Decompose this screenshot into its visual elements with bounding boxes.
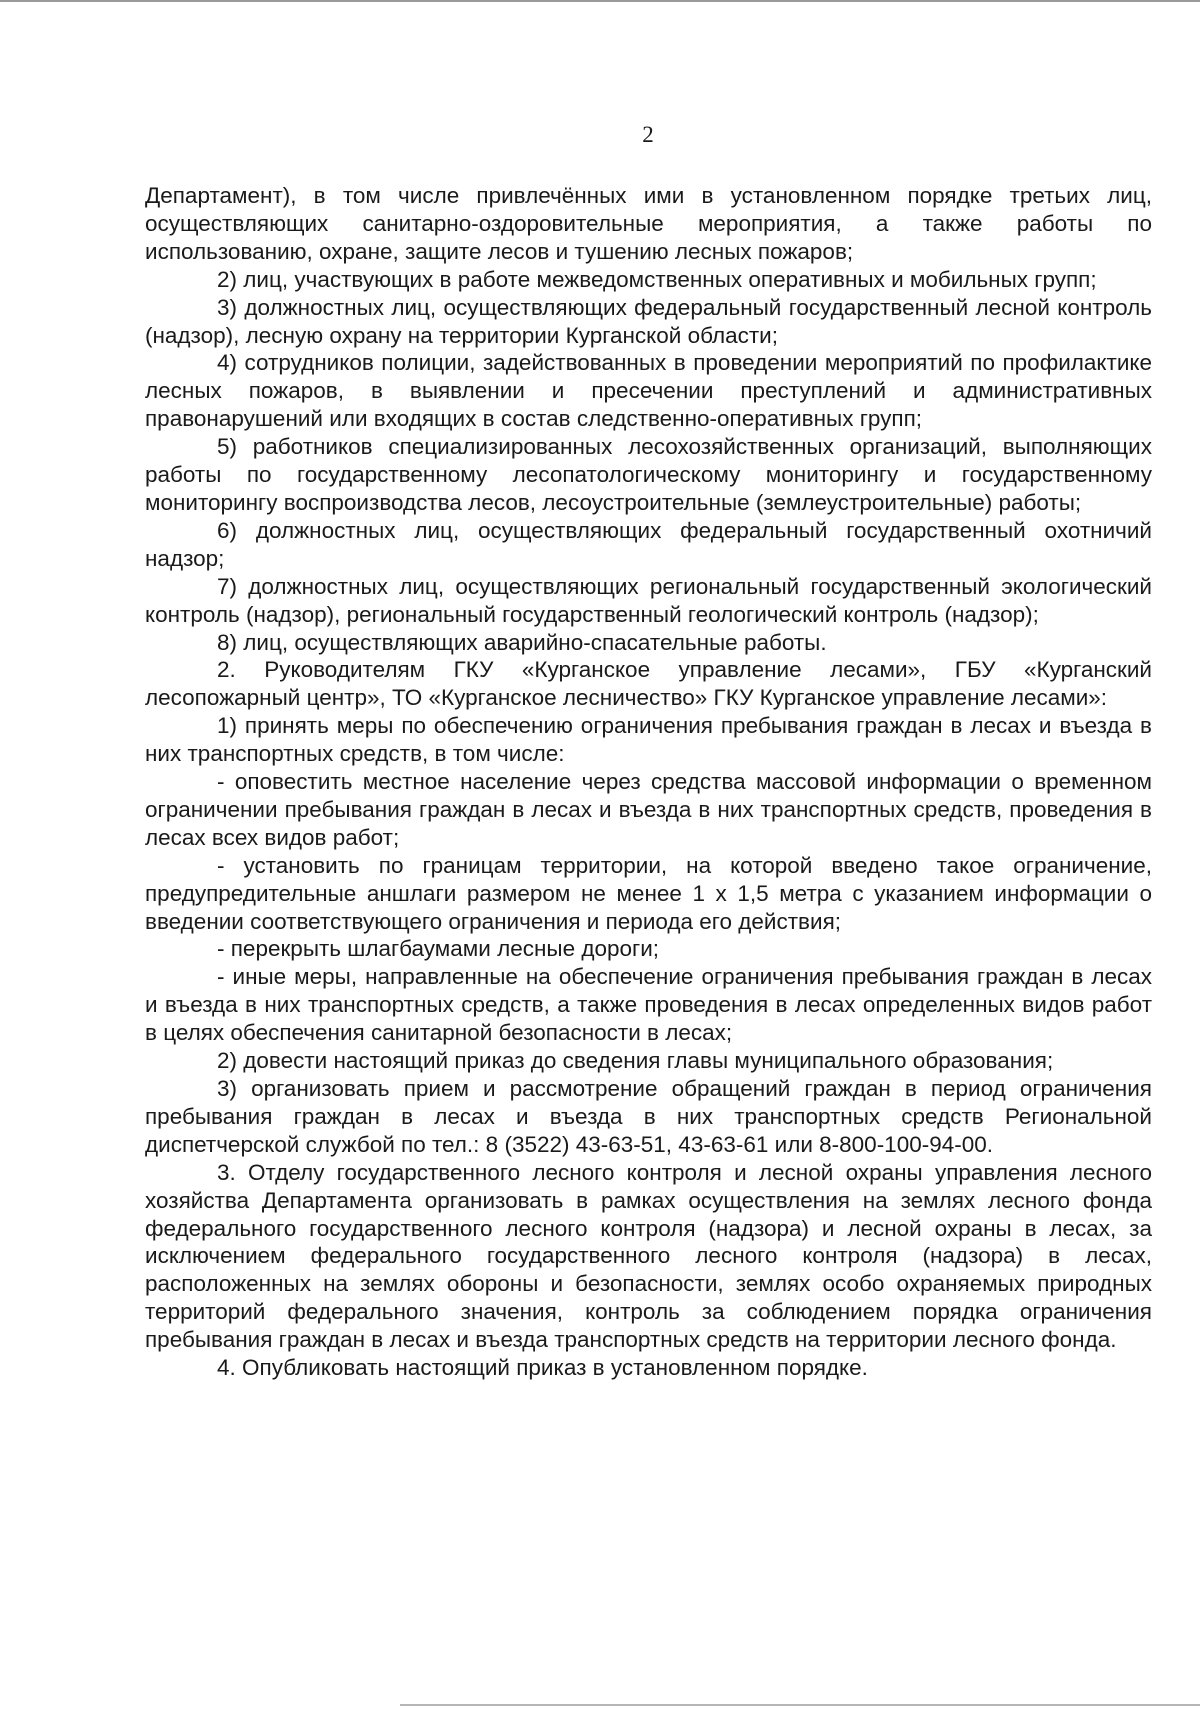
paragraph: - иные меры, направленные на обеспечение ограничения пребывания граждан в лесах и въезда в них транспортных средств, а также проведения в лесах определенных видов работ в целях обеспечения санитарной безопасности в лесах; bbox=[145, 964, 1152, 1046]
paragraph: 2. Руководителям ГКУ «Курганское управление лесами», ГБУ «Курганский лесопожарный центр», ТО «Курганское лесничество» ГКУ Курганское управление лесами»: bbox=[145, 657, 1152, 711]
paragraph: 5) работников специализированных лесохозяйственных организаций, выполняющих работы по государственному лесопатологическому мониторингу и государственному мониторингу воспроизводства лесов, лесоустроительные (землеустроительные) работы; bbox=[145, 434, 1152, 515]
paragraph: 6) должностных лиц, осуществляющих федеральный государственный охотничий надзор; bbox=[145, 517, 1152, 571]
paragraph: 1) принять меры по обеспечению ограничения пребывания граждан в лесах и въезда в них транспортных средств, в том числе: bbox=[145, 713, 1152, 767]
paragraph: 7) должностных лиц, осуществляющих региональный государственный экологический контроль (надзор), региональный государственный геологический контроль (надзор); bbox=[145, 573, 1152, 627]
paragraph: - установить по границам территории, на которой введено такое ограничение, предупредительные аншлаги размером не менее 1 х 1,5 метра с указанием информации о введении соответствующего ограничения и периода его действия; bbox=[145, 852, 1152, 934]
paragraph: 2) довести настоящий приказ до сведения главы муниципального образования; bbox=[217, 1048, 1054, 1074]
paragraph: 3) должностных лиц, осуществляющих федеральный государственный лесной контроль (надзор), лесную охрану на территории Курганской области; bbox=[145, 294, 1152, 348]
paragraph: 2) лиц, участвующих в работе межведомственных оперативных и мобильных групп; bbox=[217, 266, 1097, 292]
scan-edge-bottom bbox=[400, 1704, 1200, 1706]
document-body bbox=[145, 182, 1152, 1382]
page-number: 2 bbox=[642, 122, 654, 147]
paragraph: - перекрыть шлагбаумами лесные дороги; bbox=[217, 936, 660, 962]
paragraph: 4) сотрудников полиции, задействованных в проведении мероприятий по профилактике лесных пожаров, в выявлении и пресечении преступлений и административных правонарушений или входящих в состав следственно-оперативных групп; bbox=[145, 350, 1152, 432]
scan-edge-top bbox=[0, 0, 1200, 2]
paragraph: 8) лиц, осуществляющих аварийно-спасательные работы. bbox=[217, 629, 827, 655]
paragraph: 3. Отделу государственного лесного контроля и лесной охраны управления лесного хозяйства Департамента организовать в рамках осуществления на землях лесного фонда федерального государственного лесного контроля (надзора) и лесной охраны в лесах, за исключением федерального государственного лесного контроля (надзора) в лесах, расположенных на землях обороны и безопасности, землях особо охраняемых природных территорий федерального значения, контроль за соблюдением порядка ограничения пребывания граждан в лесах и въезда транспортных средств на территории лесного фонда. bbox=[145, 1159, 1152, 1353]
paragraph: Департамент), в том числе привлечённых ими в установленном порядке третьих лиц, осуществляющих санитарно-оздоровительные мероприятия, а также работы по использованию, охране, защите лесов и тушению лесных пожаров; bbox=[145, 183, 1152, 264]
paragraph: 4. Опубликовать настоящий приказ в установленном порядке. bbox=[217, 1355, 868, 1381]
paragraph: - оповестить местное население через средства массовой информации о временном ограничении пребывания граждан в лесах и въезда в них транспортных средств, проведения в лесах всех видов работ; bbox=[145, 769, 1152, 850]
paragraph: 3) организовать прием и рассмотрение обращений граждан в период ограничения пребывания граждан в лесах и въезда в них транспортных средств Региональной диспетчерской службой по тел.: 8 (3522) 43-63-51, 43-63-61 или 8-800-100-94-00. bbox=[145, 1076, 1152, 1157]
